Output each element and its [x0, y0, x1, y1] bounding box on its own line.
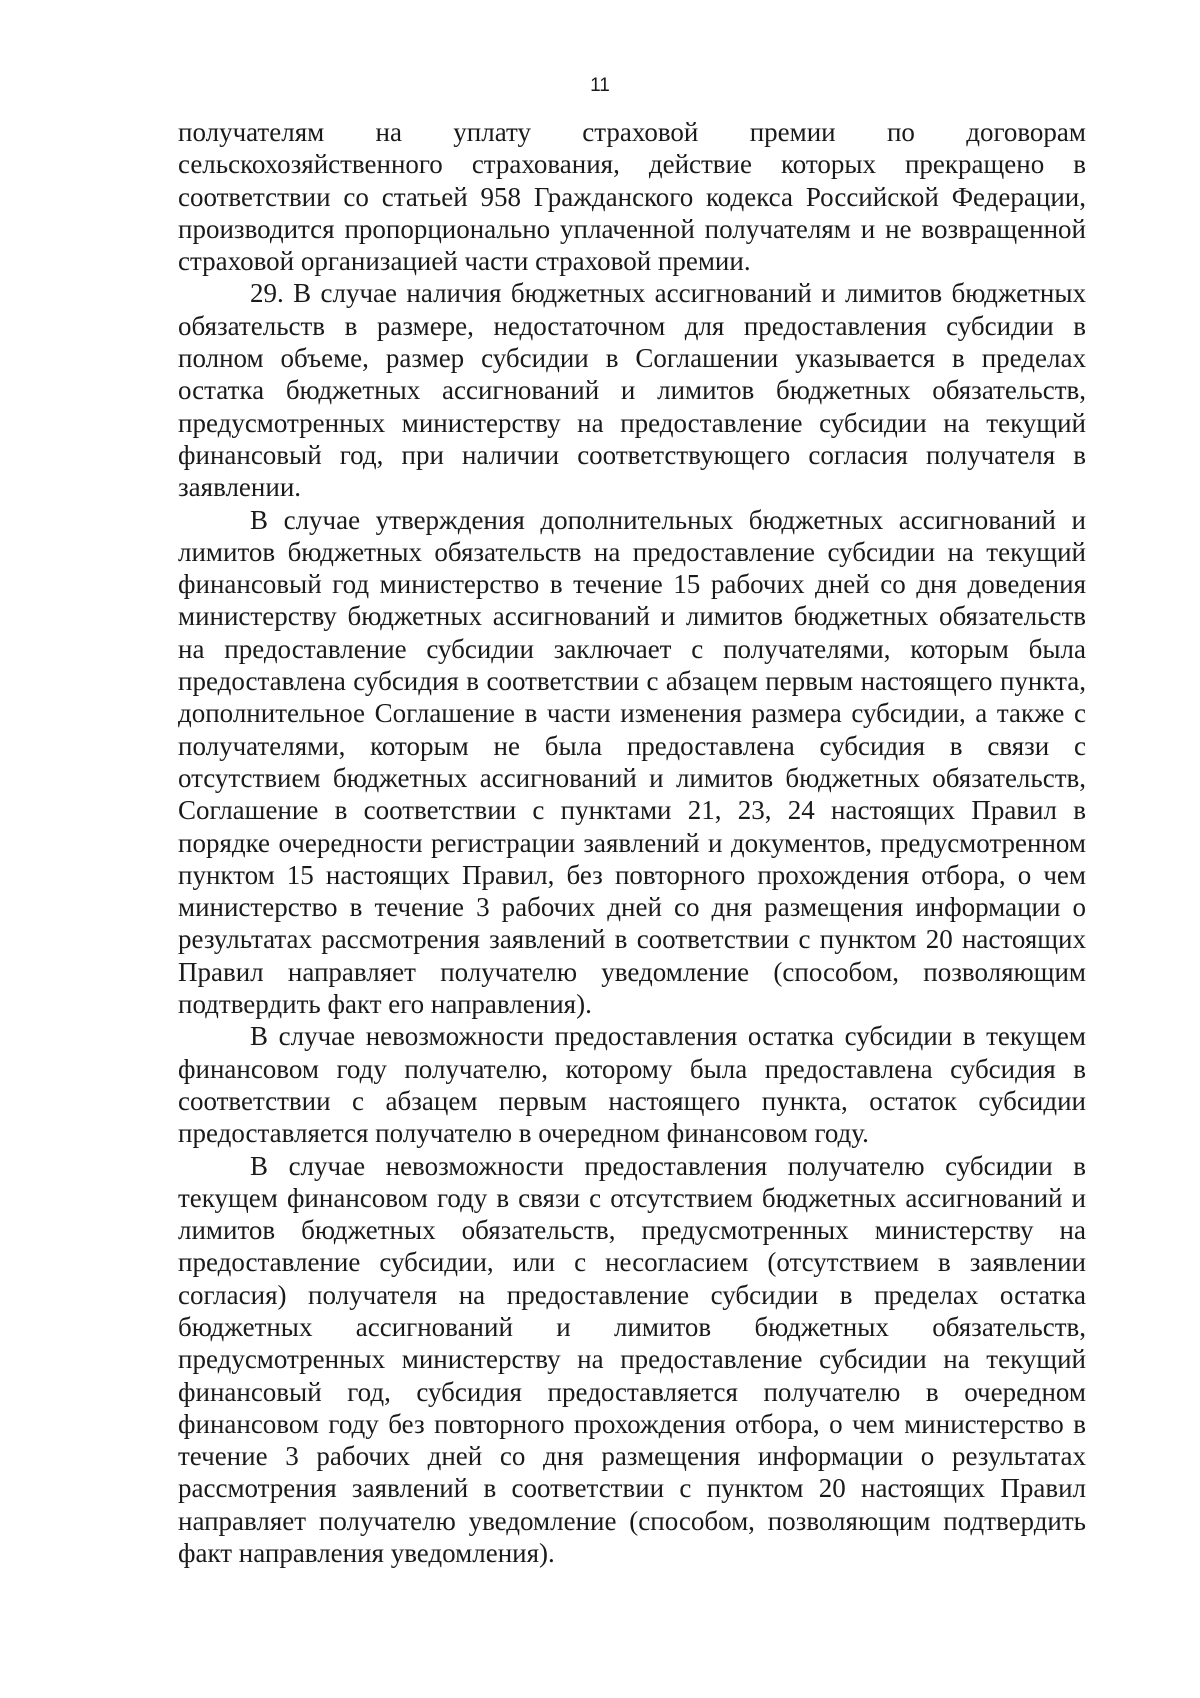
paragraph-next-financial-year: В случае невозможности предоставления получателю субсидии в текущем финансовом году в связи с отсутствием бюджетных ассигнований и лимитов бюджетных обязательств, предусмотренных министерству на предоставление субсидии, или с несогласием (отсутствием в заявлении согласия) получателя на предоставление субсидии в пределах остатка бюджетных ассигнований и лимитов бюджетных обязательств, предусмотренных министерству на предоставление субсидии на текущий финансовый год, субсидия предоставляется получателю в очередном финансовом году без повторного прохождения отбора, о чем министерство в течение 3 рабочих дней со дня размещения информации о результатах рассмотрения заявлений в соответствии с пунктом 20 настоящих Правил направляет получателю уведомление (способом, позволяющим подтвердить факт направления уведомления).: [178, 1150, 1086, 1569]
paragraph-remaining-subsidy: В случае невозможности предоставления остатка субсидии в текущем финансовом году получателю, которому была предоставлена субсидия в соответствии с абзацем первым настоящего пункта, остаток субсидии предоставляется получателю в очередном финансовом году.: [178, 1021, 1086, 1149]
paragraph-continuation: получателям на уплату страховой премии по договорам сельскохозяйственного страхования, действие которых прекращено в соответствии со статьей 958 Гражданского кодекса Российской Федерации, производится пропорционально уплаченной получателям и не возвращенной страховой организацией части страховой премии.: [178, 117, 1086, 277]
paragraph-additional-allocations: В случае утверждения дополнительных бюджетных ассигнований и лимитов бюджетных обязательств на предоставление субсидии на текущий финансовый год министерство в течение 15 рабочих дней со дня доведения министерству бюджетных ассигнований и лимитов бюджетных обязательств на предоставление субсидии заключает с получателями, которым была предоставлена субсидия в соответствии с абзацем первым настоящего пункта, дополнительное Соглашение в части изменения размера субсидии, а также с получателями, которым не была предоставлена субсидия в связи с отсутствием бюджетных ассигнований и лимитов бюджетных обязательств, Соглашение в соответствии с пунктами 21, 23, 24 настоящих Правил в порядке очередности регистрации заявлений и документов, предусмотренном пунктом 15 настоящих Правил, без повторного прохождения отбора, о чем министерство в течение 3 рабочих дней со дня размещения информации о результатах рассмотрения заявлений в соответствии с пунктом 20 настоящих Правил направляет получателю уведомление (способом, позволяющим подтвердить факт его направления).: [178, 504, 1086, 1020]
document-body: [178, 116, 1086, 1569]
page-number: 11: [590, 75, 610, 96]
paragraph-item-29: 29. В случае наличия бюджетных ассигнований и лимитов бюджетных обязательств в размере, недостаточном для предоставления субсидии в полном объеме, размер субсидии в Соглашении указывается в пределах остатка бюджетных ассигнований и лимитов бюджетных обязательств, предусмотренных министерству на предоставление субсидии на текущий финансовый год, при наличии соответствующего согласия получателя в заявлении.: [178, 278, 1086, 503]
